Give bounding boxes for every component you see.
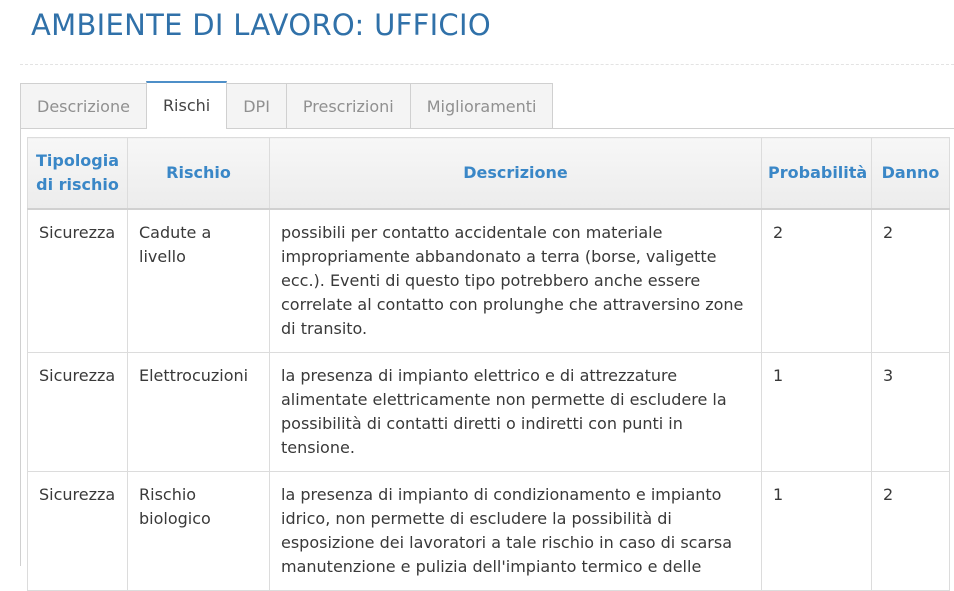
cell-probabilita: 2 [762,209,872,353]
tab-miglioramenti[interactable]: Miglioramenti [410,83,554,129]
cell-tipologia: Sicurezza [28,353,128,472]
column-header-danno[interactable]: Danno [872,138,950,210]
tab-prescrizioni[interactable]: Prescrizioni [286,83,411,129]
cell-rischio: Elettrocuzioni [128,353,270,472]
table-row [28,209,950,353]
column-header-probabilita[interactable]: Probabilità [762,138,872,210]
cell-danno: 2 [872,472,950,591]
column-header-tipologia[interactable]: Tipologia di rischio [28,138,128,210]
tab-rischi[interactable]: Rischi [146,81,227,129]
tab-descrizione[interactable]: Descrizione [20,83,147,129]
cell-tipologia: Sicurezza [28,472,128,591]
risks-table [27,137,950,591]
cell-descrizione: la presenza di impianto elettrico e di attrezzature alimentate elettricamente non permette di escludere la possibilità di contatti diretti o indiretti con punti in tensione. [270,353,762,472]
cell-probabilita: 1 [762,353,872,472]
cell-tipologia: Sicurezza [28,209,128,353]
column-header-descrizione[interactable]: Descrizione [270,138,762,210]
table-row [28,353,950,472]
title-divider [20,64,954,65]
cell-probabilita: 1 [762,472,872,591]
tab-bar [20,82,552,129]
cell-danno: 3 [872,353,950,472]
column-header-rischio[interactable]: Rischio [128,138,270,210]
table-row [28,472,950,591]
table-header-row [28,138,950,210]
cell-danno: 2 [872,209,950,353]
cell-descrizione: possibili per contatto accidentale con materiale impropriamente abbandonato a terra (borse, valigette ecc.). Eventi di questo tipo potrebbero anche essere correlate al contatto con prolunghe che attraversino zone di transito. [270,209,762,353]
tab-dpi[interactable]: DPI [226,83,287,129]
cell-rischio: Cadute a livello [128,209,270,353]
page-title: AMBIENTE DI LAVORO: UFFICIO [31,8,491,42]
cell-descrizione: la presenza di impianto di condizionamento e impianto idrico, non permette di escludere la possibilità di esposizione dei lavoratori a tale rischio in caso di scarsa manutenzione e pulizia dell'impianto termico e delle [270,472,762,591]
cell-rischio: Rischio biologico [128,472,270,591]
